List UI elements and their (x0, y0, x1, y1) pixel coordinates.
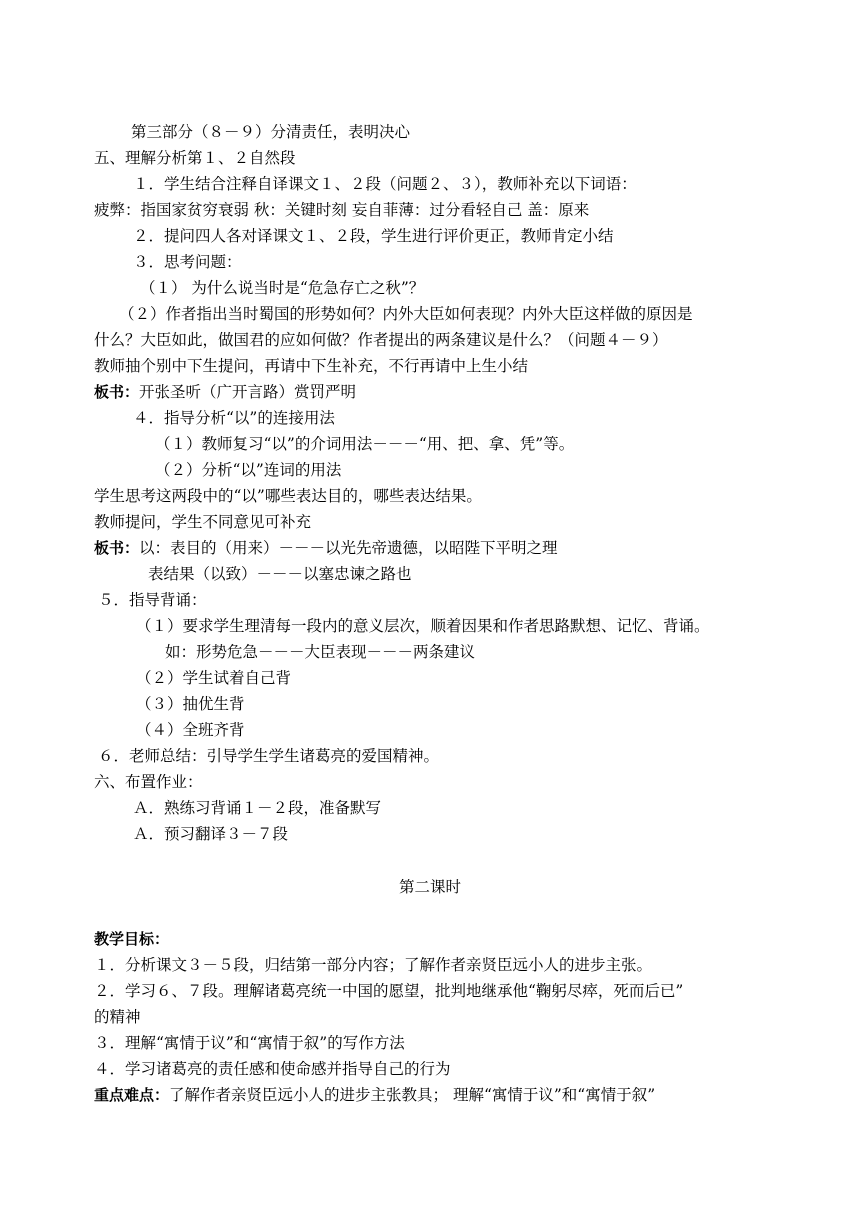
step-line: ５．指导背诵： (98, 591, 207, 609)
sub-step-line: （２）分析“以”连词的用法 (155, 461, 342, 479)
key-points-line (94, 1085, 655, 1105)
blackboard-label: 板书： (94, 539, 140, 557)
sub-step-line: （４）全班齐背 (136, 721, 245, 739)
text-line: 教师抽个别中下生提问，再请中下生补充，不行再请中上生小结 (94, 357, 529, 375)
blackboard-line (94, 538, 558, 558)
question-line: （２）作者指出当时蜀国的形势如何？内外大臣如何表现？内外大臣这样做的原因是 (119, 305, 693, 323)
section-line: 第三部分（８－９）分清责任，表明决心 (131, 123, 411, 141)
blackboard-text: 以：表目的（用来）－－－以光先帝遗德，以昭陛下平明之理 (139, 539, 558, 557)
step-line: ６．老师总结：引导学生学生诸葛亮的爱国精神。 (98, 747, 440, 765)
example-line: 如：形势危急－－－大臣表现－－－两条建议 (165, 643, 476, 661)
goal-item: ３．理解“寓情于议”和“寓情于叙”的写作方法 (94, 1034, 405, 1052)
goal-item: 的精神 (94, 1008, 141, 1026)
step-line: ２．提问四人各对译课文１、２段，学生进行评价更正，教师肯定小结 (133, 227, 614, 245)
step-line: ３．思考问题： (133, 253, 242, 271)
step-line: １．学生结合注释自译课文１、２段（问题２、３），教师补充以下词语： (133, 175, 637, 193)
homework-item: Ａ．预习翻译３－７段 (133, 825, 289, 843)
section-heading: 六、布置作业： (94, 773, 203, 791)
blackboard-text: 开张圣听（广开言路）赏罚严明 (139, 383, 357, 401)
sub-step-line: （３）抽优生背 (136, 695, 245, 713)
goal-item: ２．学习６、７段。理解诸葛亮统一中国的愿望，批判地继承他“鞠躬尽瘁，死而后已” (94, 982, 684, 1000)
homework-item: Ａ．熟练习背诵１－２段，准备默写 (133, 799, 382, 817)
goal-item: ４．学习诸葛亮的责任感和使命感并指导自己的行为 (94, 1060, 451, 1078)
blackboard-line (94, 382, 356, 402)
vocab-line: 疲弊：指国家贫穷衰弱 秋：关键时刻 妄自菲薄：过分看轻自己 盖：原来 (94, 201, 590, 219)
sub-step-line: （１）教师复习“以”的介词用法－－－“用、把、拿、凭”等。 (155, 435, 575, 453)
goals-label: 教学目标： (94, 930, 170, 948)
sub-step-line: （１）要求学生理清每一段内的意义层次，顺着因果和作者思路默想、记忆、背诵。 (136, 617, 710, 635)
key-points-text: 了解作者亲贤臣远小人的进步主张教具； 理解“寓情于议”和“寓情于叙” (169, 1086, 656, 1104)
text-line: 教师提问，学生不同意见可补充 (94, 513, 312, 531)
blackboard-line: 表结果（以致）－－－以塞忠谏之路也 (148, 565, 412, 583)
step-line: ４．指导分析“以”的连接用法 (133, 409, 335, 427)
key-points-label: 重点难点： (94, 1086, 170, 1104)
goal-item: １．分析课文３－５段，归结第一部分内容；了解作者亲贤臣远小人的进步主张。 (94, 956, 653, 974)
sub-step-line: （２）学生试着自己背 (136, 669, 292, 687)
section-heading: 五、理解分析第１、２自然段 (94, 149, 296, 167)
blackboard-label: 板书： (94, 383, 140, 401)
lesson-heading: 第二课时 (398, 878, 461, 896)
text-line: 学生思考这两段中的“以”哪些表达目的，哪些表达结果。 (94, 487, 482, 505)
question-line: 什么？大臣如此，做国君的应如何做？作者提出的两条建议是什么？（问题４－９） (94, 331, 668, 349)
question-line: （１） 为什么说当时是“危急存亡之秋”？ (140, 279, 425, 297)
